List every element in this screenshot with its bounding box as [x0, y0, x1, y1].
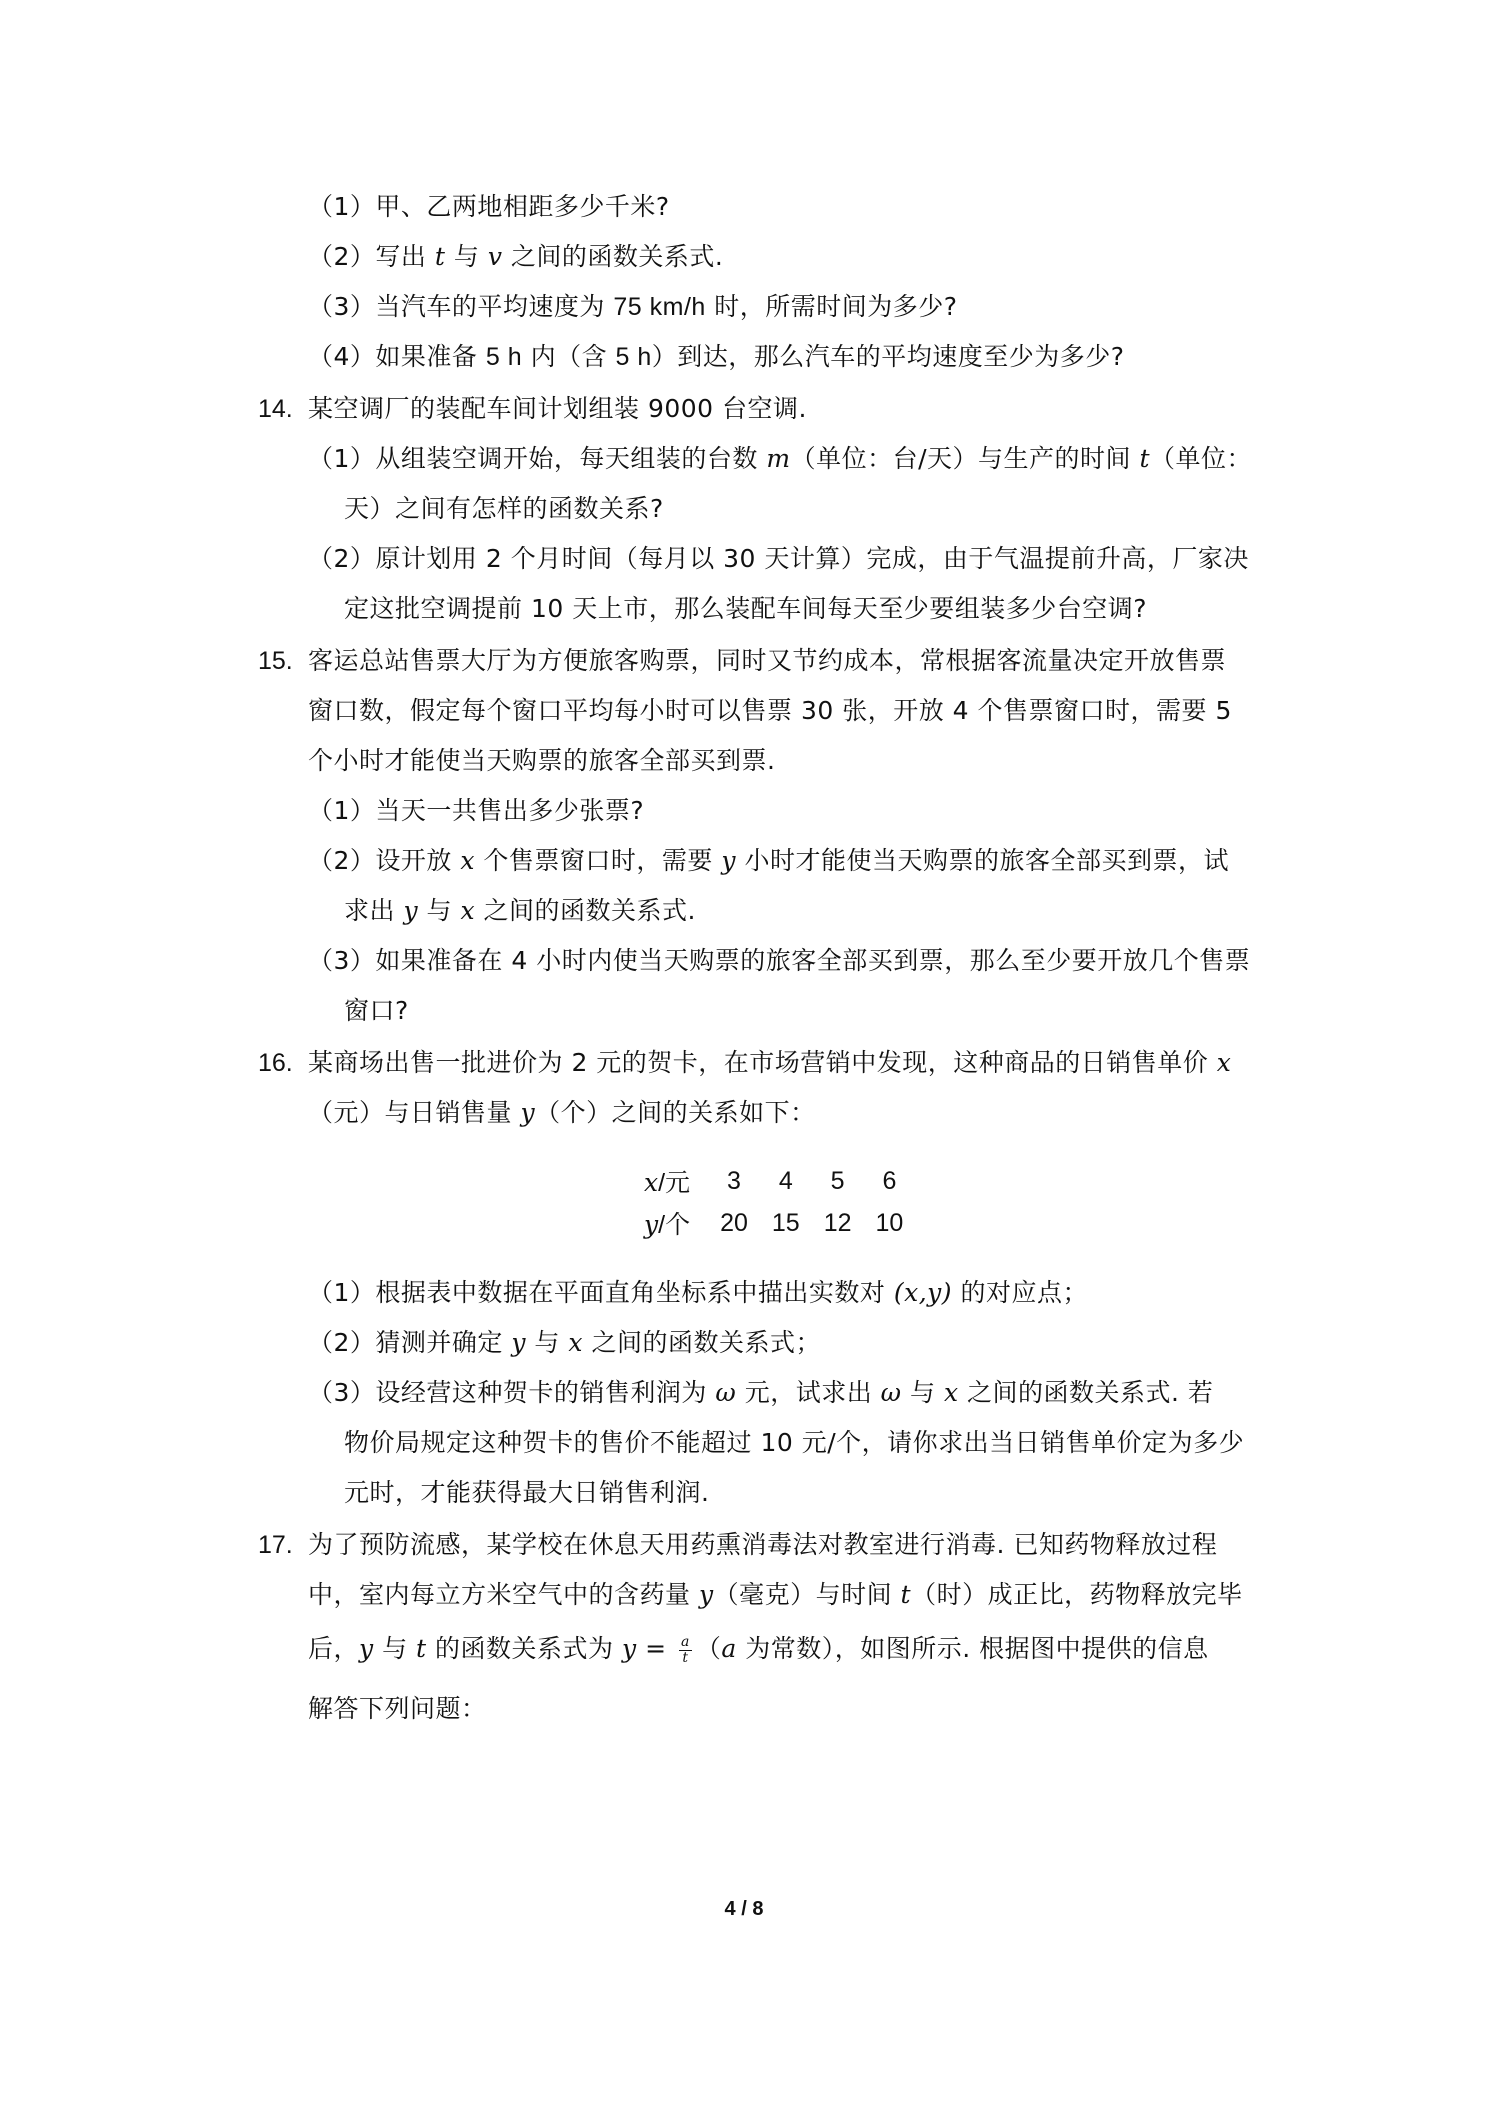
table-cell: 15 [771, 1208, 800, 1237]
question-16-stem-2: （元）与日销售量 y（个）之间的关系如下： [308, 1098, 816, 1127]
table-cell: 20 [720, 1208, 748, 1237]
table-cell: 6 [882, 1166, 897, 1195]
question-14-part-2-cont: 定这批空调提前 10 天上市，那么装配车间每天至少要组装多少台空调? [344, 594, 1147, 623]
question-16-part-3: （3）设经营这种贺卡的销售利润为 ω 元，试求出 ω 与 x 之间的函数关系式. 若 [308, 1378, 1214, 1407]
table-row-y [632, 1202, 915, 1244]
question-15-part-3-cont: 窗口? [344, 996, 409, 1025]
prev-part-4: （4）如果准备 5 h 内（含 5 h）到达，那么汽车的平均速度至少为多少? [308, 342, 1125, 371]
question-15-number: 15. [258, 647, 293, 675]
table-cell: 10 [875, 1208, 904, 1237]
question-15-part-3: （3）如果准备在 4 小时内使当天购票的旅客全部买到票，那么至少要开放几个售票 [308, 946, 1251, 975]
question-16-part-3-cont-2: 元时，才能获得最大日销售利润. [344, 1478, 710, 1507]
price-sales-table [632, 1160, 915, 1244]
table-row-x-label: x/元 [644, 1168, 691, 1197]
fraction-a-over-t: $\frac{a}{t}$ [680, 1633, 690, 1666]
question-15-part-2-cont: 求出 y 与 x 之间的函数关系式. [344, 896, 696, 925]
question-17-stem-3: 后，y 与 t 的函数关系式为 y = $\frac{a}{t}$ （a 为常数），如图所示. 根据图中提供的信息 [308, 1633, 1209, 1666]
question-15-stem-2: 窗口数，假定每个窗口平均每小时可以售票 30 张，开放 4 个售票窗口时，需要 5 [308, 696, 1232, 725]
question-14-number: 14. [258, 395, 293, 423]
question-16-part-1: （1）根据表中数据在平面直角坐标系中描出实数对 (x,y) 的对应点； [308, 1278, 1088, 1307]
page-number: 4 / 8 [724, 1898, 764, 1920]
question-17-stem-1: 为了预防流感，某学校在休息天用药熏消毒法对教室进行消毒. 已知药物释放过程 [308, 1530, 1218, 1559]
prev-part-2: （2）写出 t 与 v 之间的函数关系式. [308, 242, 724, 271]
question-15-part-1: （1）当天一共售出多少张票? [308, 796, 645, 825]
question-14-stem: 某空调厂的装配车间计划组装 9000 台空调. [308, 394, 807, 423]
question-16-stem-1: 某商场出售一批进价为 2 元的贺卡，在市场营销中发现，这种商品的日销售单价 x [308, 1048, 1232, 1077]
table-cell: 12 [823, 1208, 852, 1237]
table-cell: 3 [727, 1166, 741, 1195]
question-16-part-3-cont-1: 物价局规定这种贺卡的售价不能超过 10 元/个，请你求出当日销售单价定为多少 [344, 1428, 1245, 1457]
table-row-y-label: y/个 [644, 1210, 691, 1239]
question-15-stem-3: 个小时才能使当天购票的旅客全部买到票. [308, 746, 776, 775]
question-15-part-2: （2）设开放 x 个售票窗口时，需要 y 小时才能使当天购票的旅客全部买到票，试 [308, 846, 1229, 875]
table-row-x [632, 1160, 915, 1202]
question-17-stem-4: 解答下列问题： [308, 1694, 487, 1723]
question-14-part-2: （2）原计划用 2 个月时间（每月以 30 天计算）完成，由于气温提前升高，厂家决 [308, 544, 1249, 573]
prev-part-3: （3）当汽车的平均速度为 75 km/h 时，所需时间为多少? [308, 292, 958, 321]
question-17-stem-2: 中，室内每立方米空气中的含药量 y（毫克）与时间 t（时）成正比，药物释放完毕 [308, 1580, 1243, 1609]
question-17-number: 17. [258, 1531, 293, 1559]
question-16-part-2: （2）猜测并确定 y 与 x 之间的函数关系式； [308, 1328, 821, 1357]
question-14-part-1: （1）从组装空调开始，每天组装的台数 m（单位：台/天）与生产的时间 t（单位： [308, 444, 1253, 473]
prev-part-1: （1）甲、乙两地相距多少千米? [308, 192, 670, 221]
table-cell: 5 [830, 1166, 845, 1195]
table-cell: 4 [778, 1166, 793, 1195]
question-14-part-1-cont: 天）之间有怎样的函数关系? [344, 494, 664, 523]
question-16-number: 16. [258, 1049, 293, 1077]
question-15-stem-1: 客运总站售票大厅为方便旅客购票，同时又节约成本，常根据客流量决定开放售票 [308, 646, 1227, 675]
